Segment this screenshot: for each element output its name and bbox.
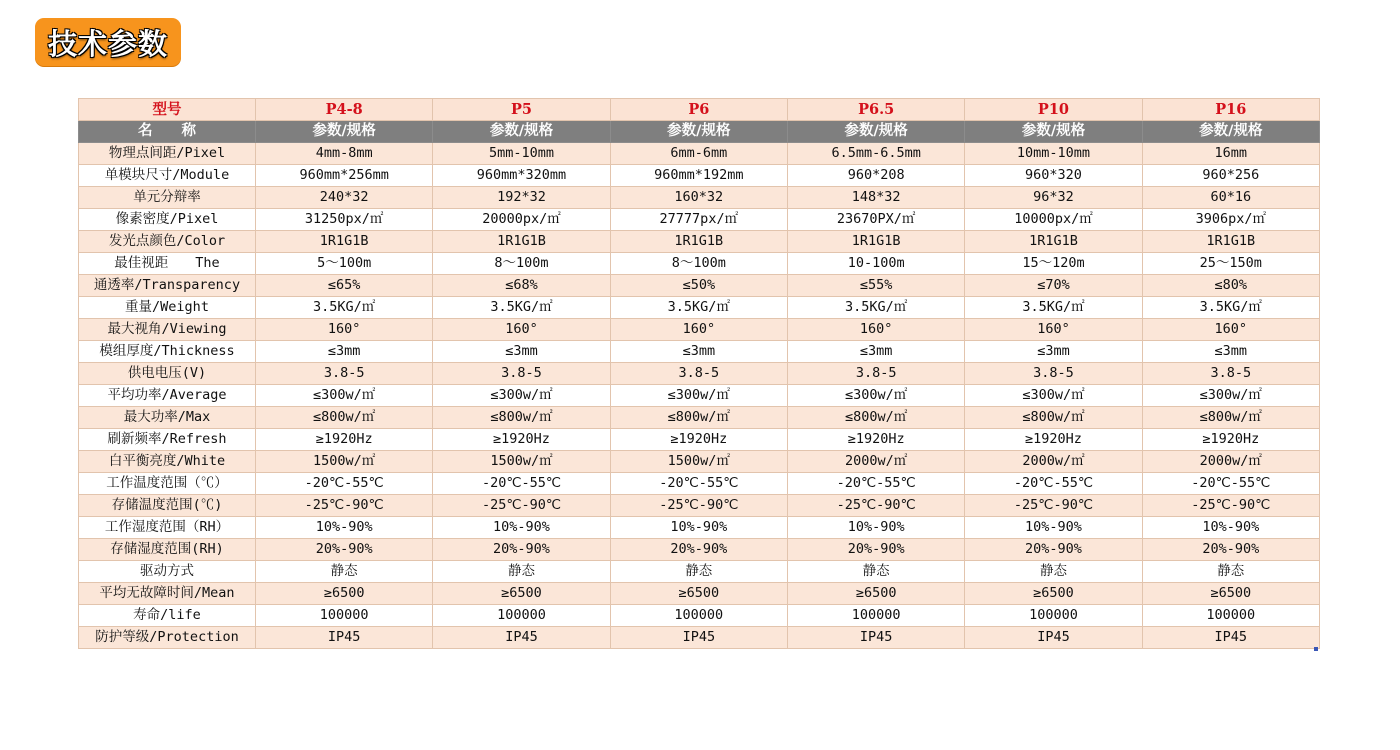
table-row (79, 605, 1320, 627)
table-cell: 100000 (610, 605, 787, 627)
table-cell: ≤50% (610, 275, 787, 297)
row-label: 物理点间距/Pixel (79, 143, 256, 165)
table-cell: 20%-90% (433, 539, 610, 561)
table-row (79, 495, 1320, 517)
table-cell: IP45 (787, 627, 964, 649)
table-row (79, 231, 1320, 253)
row-label: 模组厚度/Thickness (79, 341, 256, 363)
table-cell: 6.5mm-6.5mm (787, 143, 964, 165)
table-cell: IP45 (433, 627, 610, 649)
table-row (79, 451, 1320, 473)
table-cell: 960mm*256mm (256, 165, 433, 187)
table-cell: 20%-90% (256, 539, 433, 561)
table-cell: 3.5KG/㎡ (965, 297, 1142, 319)
table-cell: 20%-90% (965, 539, 1142, 561)
table-cell: 3.5KG/㎡ (610, 297, 787, 319)
table-cell: 2000w/㎡ (1142, 451, 1319, 473)
table-cell: ≤300w/㎡ (787, 385, 964, 407)
table-cell: 1R1G1B (787, 231, 964, 253)
table-cell: 5mm-10mm (433, 143, 610, 165)
table-cell: 960*320 (965, 165, 1142, 187)
table-cell: 23670PX/㎡ (787, 209, 964, 231)
model-row (79, 99, 1320, 121)
table-cell: ≤3mm (787, 341, 964, 363)
row-label: 最大视角/Viewing (79, 319, 256, 341)
table-cell: 96*32 (965, 187, 1142, 209)
table-cell: 3.8-5 (965, 363, 1142, 385)
table-cell: 160*32 (610, 187, 787, 209)
table-cell: 3.5KG/㎡ (787, 297, 964, 319)
table-cell: ≥1920Hz (1142, 429, 1319, 451)
table-cell: ≤68% (433, 275, 610, 297)
table-cell: ≤3mm (256, 341, 433, 363)
table-cell: ≤800w/㎡ (256, 407, 433, 429)
table-row (79, 363, 1320, 385)
table-cell: 3.8-5 (610, 363, 787, 385)
table-cell: 20%-90% (787, 539, 964, 561)
table-cell: 192*32 (433, 187, 610, 209)
table-cell: 静态 (1142, 561, 1319, 583)
table-cell: ≤3mm (433, 341, 610, 363)
table-cell: 10-100m (787, 253, 964, 275)
header-cell: 参数/规格 (610, 121, 787, 143)
table-cell: ≤300w/㎡ (256, 385, 433, 407)
spec-table (78, 98, 1320, 649)
table-cell: IP45 (256, 627, 433, 649)
table-cell: 10000px/㎡ (965, 209, 1142, 231)
table-cell: -25℃-90℃ (965, 495, 1142, 517)
table-cell: 1500w/㎡ (433, 451, 610, 473)
table-cell: 100000 (256, 605, 433, 627)
table-row (79, 341, 1320, 363)
table-cell: -20℃-55℃ (610, 473, 787, 495)
header-cell: 参数/规格 (787, 121, 964, 143)
table-cell: ≤300w/㎡ (610, 385, 787, 407)
table-cell: -25℃-90℃ (1142, 495, 1319, 517)
table-cell: 5～100m (256, 253, 433, 275)
table-cell: 960*256 (1142, 165, 1319, 187)
table-cell: 3.8-5 (256, 363, 433, 385)
table-cell: 1500w/㎡ (256, 451, 433, 473)
table-cell: 240*32 (256, 187, 433, 209)
header-cell: 参数/规格 (256, 121, 433, 143)
table-cell: ≥6500 (965, 583, 1142, 605)
row-label: 寿命/life (79, 605, 256, 627)
table-cell: -20℃-55℃ (787, 473, 964, 495)
table-cell: ≤65% (256, 275, 433, 297)
row-label: 单模块尺寸/Module (79, 165, 256, 187)
row-label: 像素密度/Pixel (79, 209, 256, 231)
table-cell: ≤3mm (1142, 341, 1319, 363)
table-cell: 100000 (787, 605, 964, 627)
table-cell: 1500w/㎡ (610, 451, 787, 473)
table-row (79, 539, 1320, 561)
table-cell: 27777px/㎡ (610, 209, 787, 231)
table-row (79, 165, 1320, 187)
table-row (79, 187, 1320, 209)
table-cell: ≥6500 (610, 583, 787, 605)
section-title-badge (35, 18, 181, 66)
row-label: 防护等级/Protection (79, 627, 256, 649)
row-label: 刷新频率/Refresh (79, 429, 256, 451)
table-row (79, 429, 1320, 451)
row-label: 通透率/Transparency (79, 275, 256, 297)
row-label: 供电电压(V) (79, 363, 256, 385)
table-cell: ≤3mm (965, 341, 1142, 363)
table-cell: 1R1G1B (256, 231, 433, 253)
table-row (79, 517, 1320, 539)
table-cell: ≥6500 (433, 583, 610, 605)
table-cell: 25～150m (1142, 253, 1319, 275)
table-cell: 10%-90% (433, 517, 610, 539)
table-cell: ≤300w/㎡ (433, 385, 610, 407)
table-cell: 60*16 (1142, 187, 1319, 209)
table-cell: 3.5KG/㎡ (433, 297, 610, 319)
table-cell: 160° (1142, 319, 1319, 341)
table-cell: 静态 (256, 561, 433, 583)
table-cell: 100000 (433, 605, 610, 627)
table-cell: 10%-90% (787, 517, 964, 539)
table-cell: ≤800w/㎡ (1142, 407, 1319, 429)
table-cell: 10%-90% (965, 517, 1142, 539)
header-label: 名 称 (79, 121, 256, 143)
table-cell: 3.5KG/㎡ (1142, 297, 1319, 319)
table-cell: ≥1920Hz (965, 429, 1142, 451)
table-row (79, 583, 1320, 605)
header-row (79, 121, 1320, 143)
table-cell: 1R1G1B (433, 231, 610, 253)
table-cell: -25℃-90℃ (787, 495, 964, 517)
table-cell: ≤800w/㎡ (787, 407, 964, 429)
table-cell: ≤70% (965, 275, 1142, 297)
table-cell: 10mm-10mm (965, 143, 1142, 165)
table-cell: 6mm-6mm (610, 143, 787, 165)
table-cell: 8～100m (433, 253, 610, 275)
header-cell: 参数/规格 (965, 121, 1142, 143)
table-cell: 100000 (965, 605, 1142, 627)
table-cell: ≤800w/㎡ (433, 407, 610, 429)
row-label: 最大功率/Max (79, 407, 256, 429)
table-cell: 1R1G1B (1142, 231, 1319, 253)
table-cell: 160° (787, 319, 964, 341)
table-cell: 静态 (965, 561, 1142, 583)
table-cell: -25℃-90℃ (256, 495, 433, 517)
model-cell: P10 (965, 99, 1142, 121)
row-label: 工作温度范围（℃） (79, 473, 256, 495)
table-cell: 2000w/㎡ (787, 451, 964, 473)
table-row (79, 473, 1320, 495)
table-cell: -25℃-90℃ (610, 495, 787, 517)
table-cell: 160° (433, 319, 610, 341)
table-cell: 10%-90% (256, 517, 433, 539)
row-label: 最佳视距 The (79, 253, 256, 275)
table-cell: -20℃-55℃ (256, 473, 433, 495)
table-cell: ≤300w/㎡ (1142, 385, 1319, 407)
table-cell: ≤3mm (610, 341, 787, 363)
table-cell: 3.8-5 (787, 363, 964, 385)
table-row (79, 319, 1320, 341)
table-cell: IP45 (965, 627, 1142, 649)
table-cell: ≥1920Hz (256, 429, 433, 451)
row-label: 白平衡亮度/White (79, 451, 256, 473)
table-cell: 100000 (1142, 605, 1319, 627)
row-label: 存储湿度范围(RH) (79, 539, 256, 561)
table-row (79, 209, 1320, 231)
table-cell: 3.8-5 (433, 363, 610, 385)
table-cell: 3.5KG/㎡ (256, 297, 433, 319)
table-row (79, 385, 1320, 407)
table-cell: ≥1920Hz (787, 429, 964, 451)
row-label: 重量/Weight (79, 297, 256, 319)
table-cell: 960*208 (787, 165, 964, 187)
table-cell: 20%-90% (610, 539, 787, 561)
table-cell: ≤80% (1142, 275, 1319, 297)
table-cell: 160° (965, 319, 1142, 341)
table-cell: 10%-90% (610, 517, 787, 539)
table-cell: ≤800w/㎡ (965, 407, 1142, 429)
table-cell: 3906px/㎡ (1142, 209, 1319, 231)
table-cell: 148*32 (787, 187, 964, 209)
model-cell: P5 (433, 99, 610, 121)
table-cell: -20℃-55℃ (965, 473, 1142, 495)
table-cell: 2000w/㎡ (965, 451, 1142, 473)
table-row (79, 253, 1320, 275)
model-cell: P6 (610, 99, 787, 121)
section-title: 技术参数 (47, 26, 168, 61)
table-row (79, 143, 1320, 165)
model-cell: P16 (1142, 99, 1319, 121)
row-label: 存储温度范围(℃) (79, 495, 256, 517)
row-label: 平均功率/Average (79, 385, 256, 407)
model-cell: P6.5 (787, 99, 964, 121)
table-cell: 1R1G1B (610, 231, 787, 253)
table-row (79, 297, 1320, 319)
table-cell: ≥6500 (1142, 583, 1319, 605)
table-cell: 8～100m (610, 253, 787, 275)
table-cell: ≤800w/㎡ (610, 407, 787, 429)
table-cell: 960mm*192mm (610, 165, 787, 187)
table-row (79, 275, 1320, 297)
table-cell: 3.8-5 (1142, 363, 1319, 385)
table-cell: 160° (610, 319, 787, 341)
resize-corner-mark (1314, 647, 1318, 651)
table-cell: ≥6500 (787, 583, 964, 605)
table-cell: 20%-90% (1142, 539, 1319, 561)
model-cell: P4-8 (256, 99, 433, 121)
table-cell: ≤55% (787, 275, 964, 297)
table-cell: 静态 (433, 561, 610, 583)
row-label: 工作湿度范围（RH） (79, 517, 256, 539)
table-cell: 4mm-8mm (256, 143, 433, 165)
table-cell: 15～120m (965, 253, 1142, 275)
table-cell: 静态 (787, 561, 964, 583)
table-cell: 20000px/㎡ (433, 209, 610, 231)
row-label: 单元分辩率 (79, 187, 256, 209)
row-label: 驱动方式 (79, 561, 256, 583)
table-row (79, 561, 1320, 583)
table-cell: 31250px/㎡ (256, 209, 433, 231)
table-cell: IP45 (1142, 627, 1319, 649)
table-cell: -20℃-55℃ (1142, 473, 1319, 495)
table-row (79, 407, 1320, 429)
table-cell: 160° (256, 319, 433, 341)
table-cell: 静态 (610, 561, 787, 583)
table-cell: -25℃-90℃ (433, 495, 610, 517)
table-cell: ≤300w/㎡ (965, 385, 1142, 407)
table-cell: ≥6500 (256, 583, 433, 605)
table-cell: 960mm*320mm (433, 165, 610, 187)
model-label: 型号 (79, 99, 256, 121)
table-cell: IP45 (610, 627, 787, 649)
table-row (79, 627, 1320, 649)
table-cell: ≥1920Hz (433, 429, 610, 451)
table-cell: -20℃-55℃ (433, 473, 610, 495)
table-cell: 1R1G1B (965, 231, 1142, 253)
row-label: 平均无故障时间/Mean (79, 583, 256, 605)
header-cell: 参数/规格 (1142, 121, 1319, 143)
header-cell: 参数/规格 (433, 121, 610, 143)
row-label: 发光点颜色/Color (79, 231, 256, 253)
table-cell: 16mm (1142, 143, 1319, 165)
table-cell: 10%-90% (1142, 517, 1319, 539)
table-cell: ≥1920Hz (610, 429, 787, 451)
